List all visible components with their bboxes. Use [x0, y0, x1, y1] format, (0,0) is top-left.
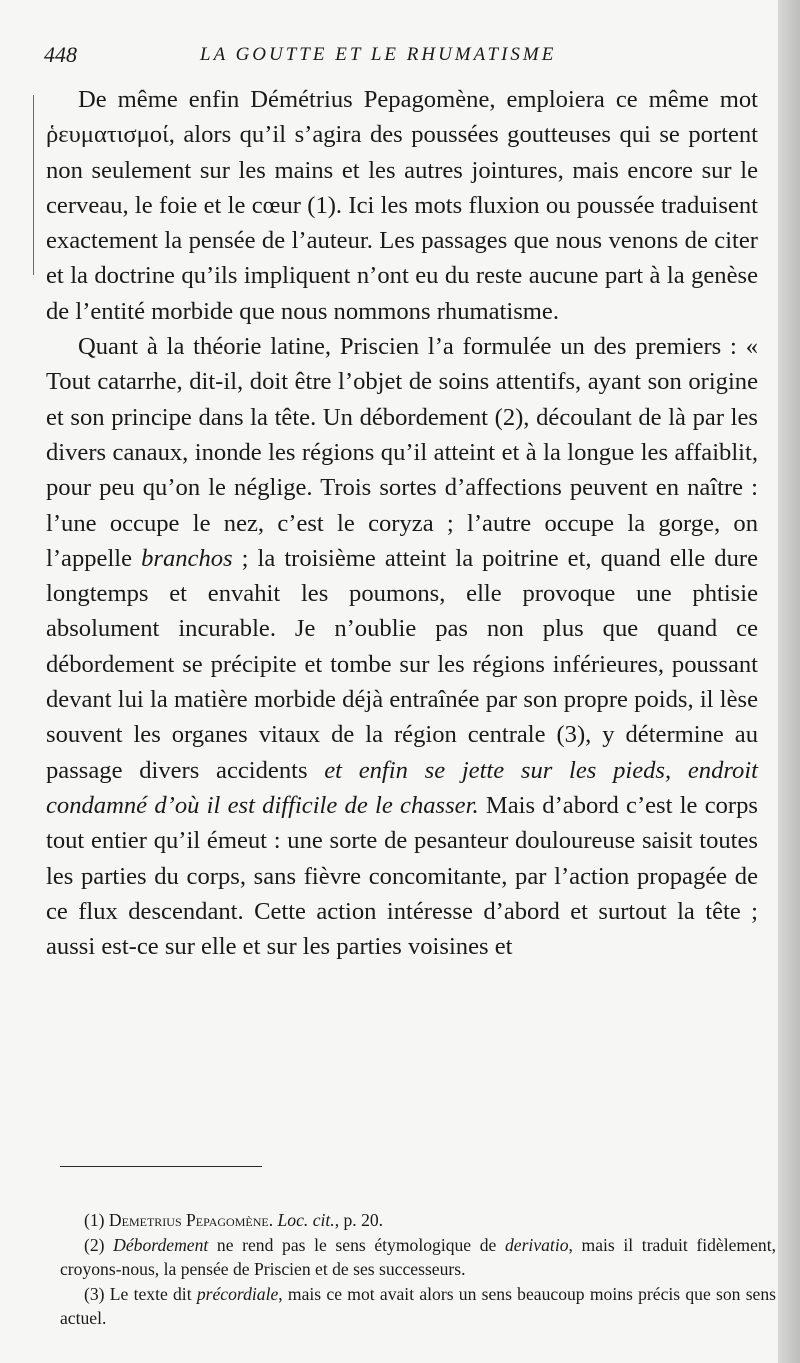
- paragraph-2-text-a: Quant à la théorie latine, Priscien l’a formulée un des premiers : « Tout catarrhe, dit-il, doit être l’objet de soins attentifs, ayant son origine et son principe dans la tête. Un débordement (2), découlant de là par les divers canaux, inonde les régions qu’il atteint et à la longue les affaiblit, pour peu qu’on le néglige. Trois sortes d’affections peuvent en naître : l’une occupe le nez, c’est le coryza ; l’autre occupe la gorge, on l’appelle: [46, 333, 758, 572]
- footnote-2-number: (2): [84, 1234, 105, 1255]
- footnote-2-middle: ne rend pas le sens étymologique de: [208, 1234, 505, 1255]
- footnote-3-tail: , mais ce mot avait alors un sens beaucoup moins précis que son sens actuel.: [60, 1283, 777, 1328]
- footnote-3-term: précordiale: [196, 1283, 279, 1304]
- page-edge-shadow: [778, 0, 800, 1363]
- footnote-3: [60, 1282, 776, 1331]
- running-head: LA GOUTTE ET LE RHUMATISME: [200, 44, 557, 65]
- italic-branchos: branchos: [141, 544, 233, 572]
- footnote-1-author: Demetrius Pepagomène.: [108, 1210, 274, 1230]
- footnote-1-tail: , p. 20.: [334, 1210, 384, 1230]
- footnote-1: [60, 1208, 776, 1233]
- greek-word: ῥευματισμοί: [46, 121, 169, 149]
- footnote-2-tail: , mais il traduit fidèlement, croyons-nous, la pensée de Priscien et de ses successeurs.: [60, 1234, 776, 1279]
- paragraph-2-text-c: Mais d’abord c’est le corps tout entier qu’il émeut : une sorte de pesanteur douloureuse saisit toutes les parties du corps, sans fièvre concomitante, par l’action propagée de ce flux descendant. Cette action intéresse d’abord et surtout la tête ; aussi est-ce sur elle et sur les parties voisines et: [46, 791, 758, 961]
- paragraph-1-text-a: De même enfin Démétrius Pepagomène, emploiera ce même mot: [78, 86, 758, 113]
- footnotes: [60, 1208, 776, 1331]
- footnote-2-term: Débordement: [113, 1234, 209, 1255]
- paragraph-1: [46, 82, 758, 329]
- footnote-2: [60, 1233, 776, 1282]
- margin-mark: [33, 95, 34, 275]
- footnote-3-lead: Le texte dit: [104, 1283, 197, 1304]
- page-header: [44, 38, 764, 72]
- footnote-1-number: (1): [84, 1210, 105, 1230]
- footnote-2-latin: derivatio: [504, 1234, 569, 1255]
- body-text: [46, 82, 758, 964]
- footnote-1-ref: Loc. cit.: [277, 1210, 335, 1230]
- footnote-rule: [60, 1166, 262, 1167]
- paragraph-1-text-b: , alors qu’il s’agira des poussées goutteuses qui se portent non seulement sur les mains et les autres jointures, mais encore sur le cerveau, le foie et le cœur (1). Ici les mots fluxion ou poussée traduisent exactement la pensée de l’auteur. Les passages que nous venons de citer et la doctrine qu’ils impliquent n’ont eu du reste aucune part à la genèse de l’entité morbide que nous nommons rhumatisme.: [46, 121, 758, 325]
- paragraph-2: [46, 329, 758, 964]
- italic-feet-phrase: et enfin se jette sur les pieds, endroit condamné d’où il est difficile de le chasser.: [46, 756, 758, 819]
- page-number: 448: [44, 42, 77, 67]
- footnote-3-number: (3): [84, 1283, 105, 1304]
- paragraph-2-text-b: ; la troisième atteint la poitrine et, quand elle dure longtemps et envahit les poumons, elle provoque une phtisie absolument incurable. Je n’oublie pas non plus que quand ce débordement se précipite et tombe sur les régions inférieures, poussant devant lui la matière morbide déjà entraînée par son propre poids, il lèse souvent les organes vitaux de la région centrale (3), y détermine au passage divers accidents: [46, 544, 758, 784]
